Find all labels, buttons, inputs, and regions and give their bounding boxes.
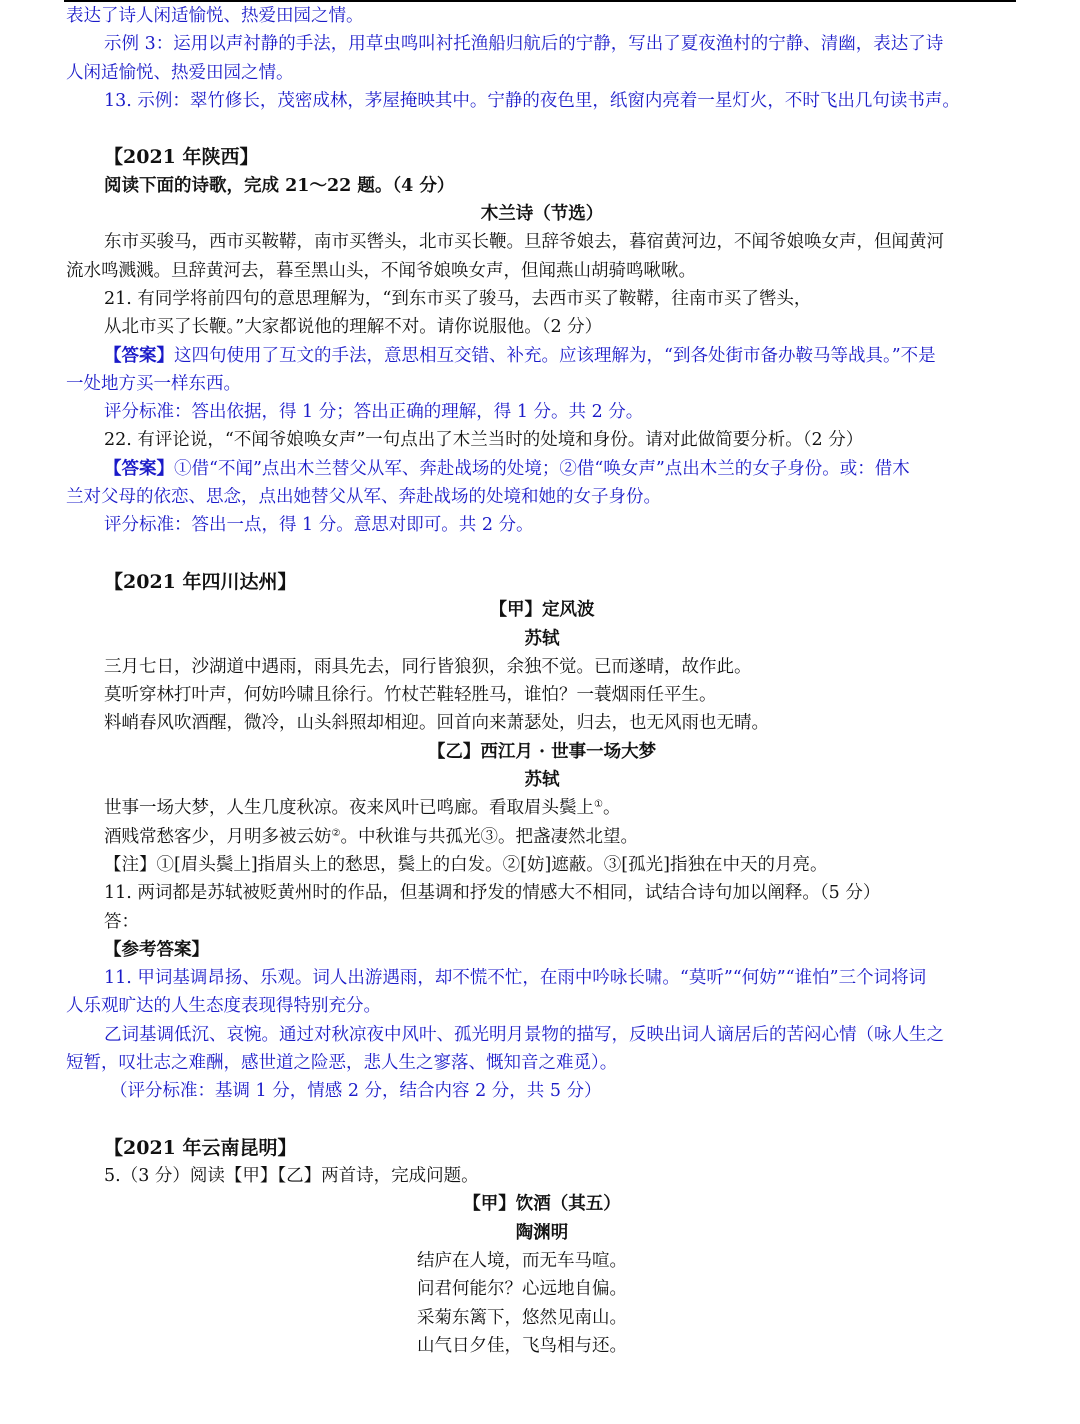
poem-line: 结庐在人境，而无车马喧。 — [417, 1251, 627, 1272]
question-11: 11. 两词都是苏轼被贬黄州时的作品，但基调和抒发的情感大不相同，试结合诗句加以阐释。（5 分） — [104, 883, 881, 904]
section-heading-dazhou: 【2021 年四川达州】 — [104, 570, 297, 593]
answer-21 — [66, 342, 1018, 370]
section-heading-shaanxi: 【2021 年陕西】 — [104, 146, 259, 169]
example-3-line-cont: 人闲适愉悦、热爱田园之情。 — [66, 62, 294, 83]
poem-line — [66, 794, 1018, 822]
example-3-line: 示例 3：运用以声衬静的手法，用草虫鸣叫衬托渔船归航后的宁静，写出了夏夜渔村的宁静、清幽，表达了诗 — [104, 34, 944, 55]
poem-line: 东市买骏马，西市买鞍鞯，南市买辔头，北市买长鞭。旦辞爷娘去，暮宿黄河边，不闻爷娘唤女声，但闻黄河 — [104, 232, 944, 253]
poem-line: 三月七日，沙湖道中遇雨，雨具先去，同行皆狼狈，余独不觉。已而遂晴，故作此。 — [104, 656, 752, 677]
answer-11-part2-cont: 短暂，叹壮志之难酬，感世道之险恶，悲人生之寥落、慨知音之难觅）。 — [66, 1052, 618, 1073]
footnote-marker: ② — [331, 827, 341, 839]
poem-author: 陶渊明 — [515, 1222, 569, 1243]
answer-text: ①借“不闻”点出木兰替父从军、奔赴战场的处境；②借“唤女声”点出木兰的女子身份。或：借木 — [174, 458, 910, 479]
answer-11: 11. 甲词基调昂扬、乐观。词人出游遇雨，却不慌不忙，在雨中吟咏长啸。“莫听”“何妨”“谁怕”三个词将词 — [104, 968, 927, 989]
spacer — [66, 115, 1018, 143]
spacer — [66, 540, 1018, 568]
answer-label: 【答案】 — [104, 458, 174, 479]
poem-title-yi: 【乙】西江月 · 世事一场大梦 — [427, 741, 657, 762]
poem-text: 。 — [602, 798, 621, 819]
question-21-cont: 从北市买了长鞭。”大家都说他的理解不对。请你说服他。（2 分） — [104, 317, 603, 338]
poem-author: 苏轼 — [524, 770, 560, 791]
answer-13-line: 13. 示例：翠竹修长，茂密成林，茅屋掩映其中。宁静的夜色里，纸窗内亮着一星灯火，不时飞出几句读书声。 — [104, 90, 960, 111]
poem-line: 莫听穿林打叶声，何妨吟啸且徐行。竹杖芒鞋轻胜马，谁怕？一蓑烟雨任平生。 — [104, 685, 717, 706]
footnote-marker: ① — [594, 799, 603, 811]
answer-text: 这四句使用了互文的手法，意思相互交错、补充。应该理解为，“到各处街市备办鞍马等战具。”不是 — [174, 345, 936, 366]
poem-title-jia: 【甲】定风波 — [489, 600, 595, 621]
question-5: 5.（3 分）阅读【甲】【乙】两首诗，完成问题。 — [104, 1166, 479, 1187]
poem-text: 世事一场大梦，人生几度秋凉。夜来风叶已鸣廊。看取眉头鬓上 — [104, 798, 594, 819]
poem-line: 采菊东篱下，悠然见南山。 — [417, 1307, 627, 1328]
scoring-criteria: 评分标准：答出一点，得 1 分。意思对即可。共 2 分。 — [104, 515, 534, 536]
poem-line — [66, 823, 1018, 851]
question-22: 22. 有评论说，“不闻爷娘唤女声”一句点出了木兰当时的处境和身份。请对此做简要分析。（2 分） — [104, 430, 864, 451]
answer-11-cont: 人乐观旷达的人生态度表现得特别充分。 — [66, 996, 381, 1017]
answer-21-cont: 一处地方买一样东西。 — [66, 373, 241, 394]
reference-answer-label: 【参考答案】 — [104, 939, 209, 960]
question-21: 21. 有同学将前四句的意思理解为，“到东市买了骏马，去西市买了鞍鞯，往南市买了辔头， — [104, 288, 812, 309]
answer-11-part2: 乙词基调低沉、哀惋。通过对秋凉夜中风叶、孤光明月景物的描写，反映出词人谪居后的苦闷心情（咏人生之 — [104, 1024, 944, 1045]
poem-title: 木兰诗（节选） — [480, 204, 604, 225]
scoring-criteria: （评分标准：基调 1 分，情感 2 分，结合内容 2 分，共 5 分） — [110, 1081, 602, 1102]
document-page — [66, 2, 1018, 1360]
section-heading-kunming: 【2021 年云南昆明】 — [104, 1136, 297, 1159]
poem-line: 山气日夕佳，飞鸟相与还。 — [417, 1335, 627, 1356]
poem-text: 。中秋谁与共孤光③。把盏凄然北望。 — [340, 826, 638, 847]
answer-prompt: 答： — [104, 911, 139, 932]
answer-22 — [66, 455, 1018, 483]
answer-22-cont: 兰对父母的依恋、思念，点出她替父从军、奔赴战场的处境和她的女子身份。 — [66, 487, 661, 508]
poem-text: 酒贱常愁客少，月明多被云妨 — [104, 826, 332, 847]
poem-title: 【甲】饮酒（其五） — [463, 1194, 621, 1215]
poem-line: 流水鸣溅溅。旦辞黄河去，暮至黑山头，不闻爷娘唤女声，但闻燕山胡骑鸣啾啾。 — [66, 260, 696, 281]
answer-label: 【答案】 — [104, 345, 174, 366]
annotation-note: 【注】①[眉头鬓上]指眉头上的愁思，鬓上的白发。②[妨]遮蔽。③[孤光]指独在中天的月亮。 — [104, 854, 828, 875]
poem-line: 问君何能尔？心远地自偏。 — [417, 1279, 627, 1300]
spacer — [66, 1106, 1018, 1134]
instruction-text: 阅读下面的诗歌，完成 21～22 题。（4 分） — [104, 175, 455, 196]
poem-author: 苏轼 — [524, 628, 560, 649]
answer-continuation-line: 表达了诗人闲适愉悦、热爱田园之情。 — [66, 6, 364, 26]
scoring-criteria: 评分标准：答出依据，得 1 分；答出正确的理解，得 1 分。共 2 分。 — [104, 402, 644, 423]
poem-line: 料峭春风吹酒醒，微冷，山头斜照却相迎。回首向来萧瑟处，归去，也无风雨也无晴。 — [104, 713, 769, 734]
